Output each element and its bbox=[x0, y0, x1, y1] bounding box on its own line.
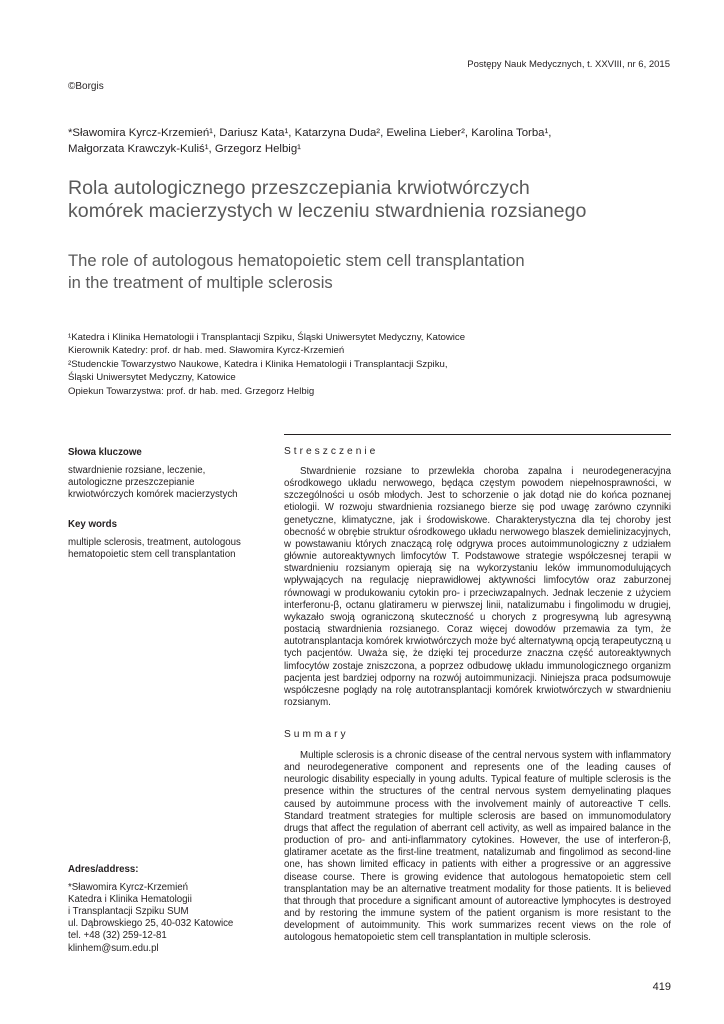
title-line: Rola autologicznego przeszczepiania krwiotwórczych bbox=[68, 177, 530, 199]
address-heading: Adres/address: bbox=[68, 864, 139, 875]
keywords-polish bbox=[68, 447, 268, 501]
streszczenie-heading: Streszczenie bbox=[284, 446, 379, 457]
title-line: in the treatment of multiple sclerosis bbox=[68, 272, 333, 292]
keywords-line: stwardnienie rozsiane, leczenie, bbox=[68, 465, 206, 477]
title-line: The role of autologous hematopoietic stem cell transplantation bbox=[68, 251, 525, 270]
summary-text bbox=[284, 750, 671, 945]
address-line: i Transplantacji Szpiku SUM bbox=[68, 906, 189, 918]
title-polish bbox=[68, 177, 668, 222]
author-line: *Sławomira Kyrcz-Krzemień¹, Dariusz Kata¹, Katarzyna Duda², Ewelina Lieber², Karolina Torba¹, bbox=[68, 127, 552, 139]
affiliation-line: ¹Katedra i Klinika Hematologii i Transplantacji Szpiku, Śląski Uniwersytet Medyczny, Katowice bbox=[68, 332, 466, 343]
author-line: Małgorzata Krawczyk-Kuliś¹, Grzegorz Helbig¹ bbox=[68, 143, 301, 155]
summary-body: Multiple sclerosis is a chronic disease of the central nervous system with inflammatory and neurodegenerative component and represents one of the leading causes of neurologic disability especially in young adults. Typical feature of multiple sclerosis is the presence within the structures of the central nervous system demyelinating plaques caused by autoimmune process with the involvement mainly of autoreactive T cells. Standard treatment strategies for multiple sclerosis are based on immunomodulatory drugs that affect the regulation of aberrant cell activity, as well as impaired balance in the production of pro- and anti-inflammatory cytokines. However, the use of interferon-β, glatiramer acetate as the first-line treatment, natalizumab and fingolimod as second-line one, has shown limited efficacy in patients with either a progressive or an aggressive disease course. There is growing evidence that autologous hematopoietic stem cell transplantation may be an alternative treatment modality for those patients. It is believed that through that procedure a significant amount of autoreactive lymphocytes is destroyed and by restoring the immune system of the patient organism is more resistant to the development of autoimmunity. This work summarizes recent views on the role of autologous hematopoietic stem cell transplantation in multiple sclerosis. bbox=[284, 750, 671, 944]
address-line: ul. Dąbrowskiego 25, 40-032 Katowice bbox=[68, 918, 234, 930]
affiliation-line: Śląski Uniwersytet Medyczny, Katowice bbox=[68, 372, 236, 384]
page-number: 419 bbox=[652, 981, 671, 993]
affiliation-line: Opiekun Towarzystwa: prof. dr hab. med. Grzegorz Helbig bbox=[68, 385, 315, 397]
affiliation-line: ²Studenckie Towarzystwo Naukowe, Katedra i Klinika Hematologii i Transplantacji Szpiku, bbox=[68, 358, 448, 370]
keywords-heading: Key words bbox=[68, 519, 117, 530]
correspondence-address bbox=[68, 864, 278, 955]
streszczenie-text bbox=[284, 466, 671, 709]
streszczenie-body: Stwardnienie rozsiane to przewlekła choroba zapalna i neurodegeneracyjna ośrodkowego układu nerwowego, będąca częstym powodem niepełnosprawności, w szczególności u osób młodych. Jest to schorzenie o jak dotąd nie do końca poznanej etiologii. W rozwoju stwardnienia rozsianego bierze się pod uwagę zarówno czynniki genetyczne, klimatyczne, jak i środowiskowe. Charakterystyczna dla tej choroby jest obecność w obrębie struktur ośrodkowego układu nerwowego blaszek demielinizacyjnych, w powstawaniu których znaczącą rolę odgrywa proces autoimmunologiczny z udziałem głównie autoreaktywnych limfocytów T. Podstawowe strategie współczesnej terapii w stwardnieniu rozsianym opierają się na wykorzystaniu leków immunomodulujących wpływających na regulację nieprawidłowej aktywności limfocytów oraz zaburzonej równowagi w produkowaniu cytokin pro- i przeciwzapalnych. Jednak leczenie z użyciem interferonu-β, octanu glatirameru w pierwszej linii, natalizumabu i fingolimodu w drugiej, wykazało swoją ograniczoną skuteczność u chorych z progresywną lub agresywną postacią stwardnienia rozsianego. Coraz więcej dowodów przemawia za tym, że autotransplantacja komórek krwiotwórczych może być alternatywną opcją terapeutyczną u tych pacjentów. Uważa się, że dzięki tej procedurze znaczna część autoreaktywnych limfocytów zostaje zniszczona, a poprzez odbudowę układu immunologicznego organizm pacjenta jest bardziej odporny na rozwój autoimmunizacji. Niniejsza praca podsumowuje współczesne poglądy na rolę autotransplantacji komórek krwiotwórczych w stwardnieniu rozsianym. bbox=[284, 466, 671, 708]
title-line: komórek macierzystych w leczeniu stwardnienia rozsianego bbox=[68, 199, 587, 222]
author-list bbox=[68, 125, 598, 157]
journal-citation: Postępy Nauk Medycznych, t. XXVIII, nr 6, 2015 bbox=[467, 59, 670, 70]
affiliations bbox=[68, 331, 588, 398]
summary-heading: Summary bbox=[284, 729, 349, 740]
keywords-heading: Słowa kluczowe bbox=[68, 447, 142, 458]
title-english bbox=[68, 250, 668, 293]
affiliation-line: Kierownik Katedry: prof. dr hab. med. Sławomira Kyrcz-Krzemień bbox=[68, 345, 345, 357]
section-divider bbox=[284, 434, 671, 435]
address-email: klinhem@sum.edu.pl bbox=[68, 942, 159, 954]
address-line: *Sławomira Kyrcz-Krzemień bbox=[68, 882, 189, 894]
keywords-line: krwiotwórczych komórek macierzystych bbox=[68, 489, 238, 501]
keywords-line: hematopoietic stem cell transplantation bbox=[68, 549, 236, 561]
publisher-label: ©Borgis bbox=[68, 81, 104, 92]
keywords-line: autologiczne przeszczepianie bbox=[68, 477, 195, 489]
address-line: tel. +48 (32) 259-12-81 bbox=[68, 930, 167, 942]
address-line: Katedra i Klinika Hematologii bbox=[68, 894, 192, 906]
keywords-line: multiple sclerosis, treatment, autologous bbox=[68, 537, 241, 549]
keywords-english bbox=[68, 519, 268, 561]
